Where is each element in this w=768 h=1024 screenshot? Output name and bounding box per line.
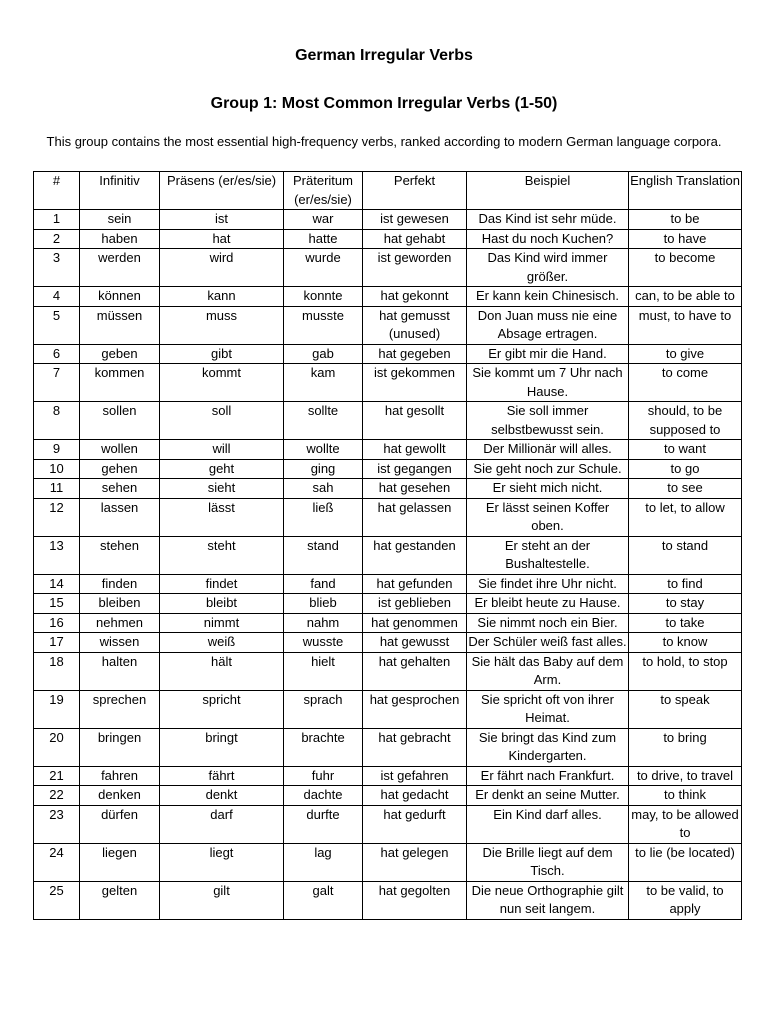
cell-infinitiv: gelten [80, 881, 160, 919]
table-row [34, 364, 742, 402]
cell-praesens: soll [160, 402, 284, 440]
cell-perfekt: hat gefunden [363, 574, 467, 594]
cell-beispiel: Das Kind ist sehr müde. [467, 210, 629, 230]
cell-perfekt: ist geworden [363, 249, 467, 287]
cell-praesens: steht [160, 536, 284, 574]
cell-praeteritum: hielt [284, 652, 363, 690]
intro-paragraph: This group contains the most essential high-frequency verbs, ranked according to modern German language corpora. [46, 134, 722, 149]
cell-perfekt: hat gesehen [363, 479, 467, 499]
cell-praeteritum: konnte [284, 287, 363, 307]
cell-praesens: wird [160, 249, 284, 287]
cell-number: 19 [34, 690, 80, 728]
cell-english: to drive, to travel [629, 766, 742, 786]
cell-english: may, to be allowed to [629, 805, 742, 843]
cell-perfekt: ist geblieben [363, 594, 467, 614]
cell-praeteritum: war [284, 210, 363, 230]
cell-infinitiv: müssen [80, 306, 160, 344]
cell-number: 6 [34, 344, 80, 364]
table-row [34, 479, 742, 499]
cell-praeteritum: ging [284, 459, 363, 479]
cell-number: 7 [34, 364, 80, 402]
cell-infinitiv: sehen [80, 479, 160, 499]
cell-perfekt: hat gedurft [363, 805, 467, 843]
cell-perfekt: ist gewesen [363, 210, 467, 230]
cell-praeteritum: sollte [284, 402, 363, 440]
header-praesens: Präsens (er/es/sie) [160, 172, 284, 210]
cell-praeteritum: sprach [284, 690, 363, 728]
cell-english: should, to be supposed to [629, 402, 742, 440]
cell-praeteritum: gab [284, 344, 363, 364]
cell-infinitiv: bringen [80, 728, 160, 766]
cell-infinitiv: sein [80, 210, 160, 230]
cell-beispiel: Hast du noch Kuchen? [467, 229, 629, 249]
cell-perfekt: hat gestanden [363, 536, 467, 574]
cell-praesens: geht [160, 459, 284, 479]
cell-praesens: hält [160, 652, 284, 690]
cell-infinitiv: finden [80, 574, 160, 594]
table-row [34, 594, 742, 614]
cell-praeteritum: sah [284, 479, 363, 499]
cell-perfekt: ist gegangen [363, 459, 467, 479]
table-row [34, 728, 742, 766]
cell-infinitiv: lassen [80, 498, 160, 536]
cell-perfekt: hat gelegen [363, 843, 467, 881]
cell-perfekt: hat gewollt [363, 440, 467, 460]
table-row [34, 633, 742, 653]
cell-english: to know [629, 633, 742, 653]
cell-english: to stay [629, 594, 742, 614]
cell-infinitiv: halten [80, 652, 160, 690]
cell-praesens: kommt [160, 364, 284, 402]
cell-number: 18 [34, 652, 80, 690]
cell-beispiel: Das Kind wird immer größer. [467, 249, 629, 287]
cell-number: 1 [34, 210, 80, 230]
cell-beispiel: Sie nimmt noch ein Bier. [467, 613, 629, 633]
cell-english: to let, to allow [629, 498, 742, 536]
cell-praesens: spricht [160, 690, 284, 728]
cell-perfekt: hat gewusst [363, 633, 467, 653]
cell-infinitiv: haben [80, 229, 160, 249]
cell-praesens: liegt [160, 843, 284, 881]
cell-english: to become [629, 249, 742, 287]
cell-english: to take [629, 613, 742, 633]
cell-praeteritum: hatte [284, 229, 363, 249]
table-row [34, 881, 742, 919]
cell-perfekt: ist gekommen [363, 364, 467, 402]
cell-praesens: hat [160, 229, 284, 249]
cell-praesens: findet [160, 574, 284, 594]
cell-perfekt: ist gefahren [363, 766, 467, 786]
table-body [34, 210, 742, 920]
cell-english: to have [629, 229, 742, 249]
cell-beispiel: Ein Kind darf alles. [467, 805, 629, 843]
table-row [34, 536, 742, 574]
cell-praeteritum: fand [284, 574, 363, 594]
cell-infinitiv: gehen [80, 459, 160, 479]
cell-english: to stand [629, 536, 742, 574]
cell-perfekt: hat gehalten [363, 652, 467, 690]
cell-beispiel: Sie hält das Baby auf dem Arm. [467, 652, 629, 690]
cell-english: can, to be able to [629, 287, 742, 307]
cell-infinitiv: bleiben [80, 594, 160, 614]
cell-english: to hold, to stop [629, 652, 742, 690]
table-header-row [34, 172, 742, 210]
cell-infinitiv: stehen [80, 536, 160, 574]
table-row [34, 613, 742, 633]
cell-number: 14 [34, 574, 80, 594]
cell-infinitiv: fahren [80, 766, 160, 786]
cell-beispiel: Die neue Orthographie gilt nun seit langem. [467, 881, 629, 919]
cell-praeteritum: dachte [284, 786, 363, 806]
cell-beispiel: Er denkt an seine Mutter. [467, 786, 629, 806]
cell-beispiel: Die Brille liegt auf dem Tisch. [467, 843, 629, 881]
cell-number: 24 [34, 843, 80, 881]
cell-english: to think [629, 786, 742, 806]
table-row [34, 498, 742, 536]
cell-perfekt: hat gegolten [363, 881, 467, 919]
cell-infinitiv: wissen [80, 633, 160, 653]
cell-praesens: sieht [160, 479, 284, 499]
cell-number: 16 [34, 613, 80, 633]
cell-infinitiv: liegen [80, 843, 160, 881]
cell-praesens: darf [160, 805, 284, 843]
cell-english: to be valid, to apply [629, 881, 742, 919]
table-row [34, 843, 742, 881]
cell-number: 5 [34, 306, 80, 344]
cell-infinitiv: werden [80, 249, 160, 287]
cell-perfekt: hat gekonnt [363, 287, 467, 307]
cell-perfekt: hat gehabt [363, 229, 467, 249]
cell-beispiel: Er kann kein Chinesisch. [467, 287, 629, 307]
cell-beispiel: Er gibt mir die Hand. [467, 344, 629, 364]
cell-praesens: will [160, 440, 284, 460]
table-row [34, 574, 742, 594]
cell-english: to give [629, 344, 742, 364]
table-row [34, 440, 742, 460]
cell-english: to lie (be located) [629, 843, 742, 881]
document-title: German Irregular Verbs [295, 47, 473, 64]
cell-praeteritum: lag [284, 843, 363, 881]
cell-number: 10 [34, 459, 80, 479]
cell-number: 4 [34, 287, 80, 307]
cell-infinitiv: können [80, 287, 160, 307]
cell-english: to see [629, 479, 742, 499]
table-row [34, 690, 742, 728]
cell-infinitiv: nehmen [80, 613, 160, 633]
cell-english: to speak [629, 690, 742, 728]
cell-infinitiv: sprechen [80, 690, 160, 728]
cell-infinitiv: kommen [80, 364, 160, 402]
verb-table [33, 171, 742, 920]
cell-praeteritum: wollte [284, 440, 363, 460]
header-number: # [34, 172, 80, 210]
cell-infinitiv: geben [80, 344, 160, 364]
table-row [34, 229, 742, 249]
cell-infinitiv: sollen [80, 402, 160, 440]
cell-praesens: fährt [160, 766, 284, 786]
table-row [34, 306, 742, 344]
cell-english: to be [629, 210, 742, 230]
cell-number: 3 [34, 249, 80, 287]
table-row [34, 786, 742, 806]
cell-infinitiv: dürfen [80, 805, 160, 843]
cell-number: 11 [34, 479, 80, 499]
cell-number: 17 [34, 633, 80, 653]
cell-beispiel: Sie findet ihre Uhr nicht. [467, 574, 629, 594]
cell-praesens: weiß [160, 633, 284, 653]
cell-praeteritum: fuhr [284, 766, 363, 786]
cell-praesens: ist [160, 210, 284, 230]
table-row [34, 287, 742, 307]
cell-praeteritum: durfte [284, 805, 363, 843]
cell-number: 21 [34, 766, 80, 786]
cell-praeteritum: nahm [284, 613, 363, 633]
cell-number: 9 [34, 440, 80, 460]
cell-praesens: muss [160, 306, 284, 344]
cell-praesens: gilt [160, 881, 284, 919]
cell-praesens: denkt [160, 786, 284, 806]
cell-praeteritum: ließ [284, 498, 363, 536]
cell-praesens: bleibt [160, 594, 284, 614]
cell-beispiel: Sie soll immer selbstbewusst sein. [467, 402, 629, 440]
cell-praeteritum: musste [284, 306, 363, 344]
cell-number: 25 [34, 881, 80, 919]
table-row [34, 249, 742, 287]
cell-english: to come [629, 364, 742, 402]
cell-beispiel: Der Schüler weiß fast alles. [467, 633, 629, 653]
header-infinitiv: Infinitiv [80, 172, 160, 210]
cell-praesens: bringt [160, 728, 284, 766]
header-perfekt: Perfekt [363, 172, 467, 210]
cell-english: to want [629, 440, 742, 460]
header-praeteritum: Präteritum (er/es/sie) [284, 172, 363, 210]
cell-perfekt: hat gegeben [363, 344, 467, 364]
cell-perfekt: hat gedacht [363, 786, 467, 806]
cell-beispiel: Er fährt nach Frankfurt. [467, 766, 629, 786]
cell-perfekt: hat gemusst (unused) [363, 306, 467, 344]
cell-beispiel: Sie spricht oft von ihrer Heimat. [467, 690, 629, 728]
cell-beispiel: Der Millionär will alles. [467, 440, 629, 460]
cell-praeteritum: galt [284, 881, 363, 919]
cell-praeteritum: blieb [284, 594, 363, 614]
cell-praesens: lässt [160, 498, 284, 536]
cell-praesens: gibt [160, 344, 284, 364]
cell-infinitiv: denken [80, 786, 160, 806]
cell-number: 13 [34, 536, 80, 574]
header-beispiel: Beispiel [467, 172, 629, 210]
cell-english: to go [629, 459, 742, 479]
group-heading: Group 1: Most Common Irregular Verbs (1-50) [210, 95, 558, 112]
cell-beispiel: Sie kommt um 7 Uhr nach Hause. [467, 364, 629, 402]
cell-praeteritum: stand [284, 536, 363, 574]
cell-praeteritum: wurde [284, 249, 363, 287]
table-row [34, 344, 742, 364]
table-row [34, 805, 742, 843]
cell-perfekt: hat gesollt [363, 402, 467, 440]
cell-beispiel: Er bleibt heute zu Hause. [467, 594, 629, 614]
cell-beispiel: Er steht an der Bushaltestelle. [467, 536, 629, 574]
cell-english: must, to have to [629, 306, 742, 344]
cell-number: 12 [34, 498, 80, 536]
table-row [34, 459, 742, 479]
cell-beispiel: Sie geht noch zur Schule. [467, 459, 629, 479]
cell-beispiel: Don Juan muss nie eine Absage ertragen. [467, 306, 629, 344]
table-row [34, 652, 742, 690]
cell-beispiel: Er lässt seinen Koffer oben. [467, 498, 629, 536]
cell-perfekt: hat gelassen [363, 498, 467, 536]
header-english: English Translation [629, 172, 742, 210]
cell-number: 8 [34, 402, 80, 440]
cell-praesens: nimmt [160, 613, 284, 633]
cell-number: 20 [34, 728, 80, 766]
table-row [34, 210, 742, 230]
cell-beispiel: Sie bringt das Kind zum Kindergarten. [467, 728, 629, 766]
table-row [34, 402, 742, 440]
cell-number: 15 [34, 594, 80, 614]
cell-english: to bring [629, 728, 742, 766]
cell-number: 23 [34, 805, 80, 843]
cell-infinitiv: wollen [80, 440, 160, 460]
cell-praeteritum: wusste [284, 633, 363, 653]
cell-number: 2 [34, 229, 80, 249]
cell-number: 22 [34, 786, 80, 806]
cell-english: to find [629, 574, 742, 594]
cell-perfekt: hat gebracht [363, 728, 467, 766]
cell-praeteritum: brachte [284, 728, 363, 766]
cell-beispiel: Er sieht mich nicht. [467, 479, 629, 499]
cell-praesens: kann [160, 287, 284, 307]
cell-perfekt: hat genommen [363, 613, 467, 633]
cell-praeteritum: kam [284, 364, 363, 402]
cell-perfekt: hat gesprochen [363, 690, 467, 728]
table-row [34, 766, 742, 786]
